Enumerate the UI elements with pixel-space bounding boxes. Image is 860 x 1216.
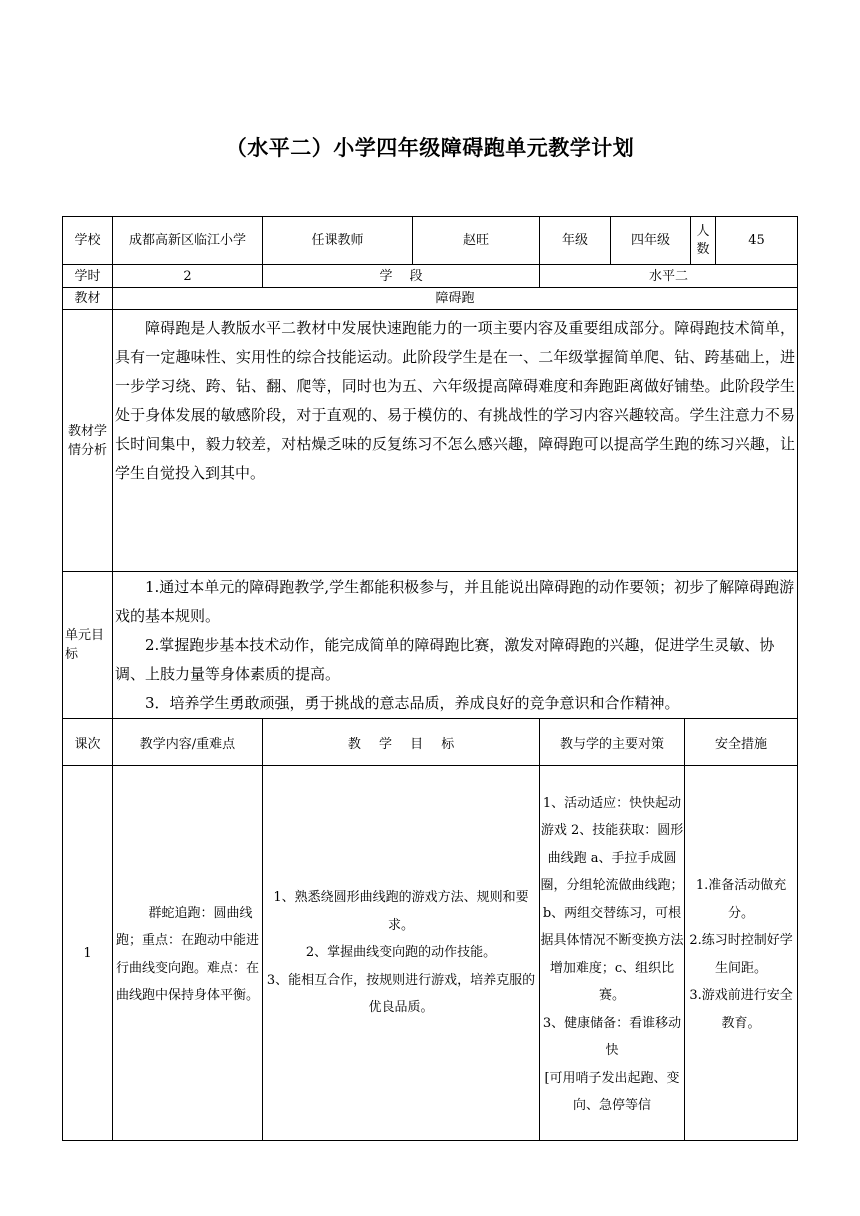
analysis-row [63, 310, 798, 572]
header-content: 教学内容/重难点 [113, 719, 263, 766]
analysis-text: 障碍跑是人教版水平二教材中发展快速跑能力的一项主要内容及重要组成部分。障碍跑技术简单，具有一定趣味性、实用性的综合技能运动。此阶段学生是在一、二年级掌握简单爬、钻、跨基础上，进一步学习绕、跨、钻、翻、爬等，同时也为五、六年级提高障碍难度和奔跑距离做好铺垫。此阶段学生处于身体发展的敏感阶段，对于直观的、易于模仿的、有挑战性的学习内容兴趣较高。学生注意力不易长时间集中，毅力较差，对枯燥乏味的反复练习不怎么感兴趣，障碍跑可以提高学生跑的练习兴趣，让学生自觉投入到其中。 [115, 319, 796, 482]
goals-row [63, 572, 798, 719]
material-value: 障碍跑 [113, 288, 798, 310]
count-value: 45 [716, 217, 798, 265]
school-label: 学校 [63, 217, 113, 265]
lesson-plan-table [62, 216, 798, 1141]
lesson-content: 群蛇追跑：圆曲线跑；重点：在跑动中能进行曲线变向跑。难点：在曲线跑中保持身体平衡。 [115, 905, 259, 1003]
hours-value: 2 [113, 265, 263, 288]
goals-label: 单元目标 [63, 572, 113, 719]
stage-label: 学 段 [263, 265, 540, 288]
count-label: 人数 [691, 217, 716, 265]
safety-item: 1.准备活动做充分。 [695, 878, 787, 921]
material-label: 教材 [63, 288, 113, 310]
strategy-item: [可用哨子发出起跑、变向、急停等信 [544, 1070, 680, 1113]
safety-item: 3.游戏前进行安全教育。 [689, 988, 793, 1031]
strategy-item: 3、健康储备：看谁移动快 [542, 1015, 682, 1058]
teacher-value: 赵旺 [413, 217, 540, 265]
analysis-label: 教材学情分析 [63, 310, 113, 572]
lesson-no: 1 [63, 766, 113, 1141]
goal-item: 2.掌握跑步基本技术动作，能完成简单的障碍跑比赛，激发对障碍跑的兴趣，促进学生灵敏、协调、上肢力量等身体素质的提高。 [115, 636, 775, 683]
info-row-3 [63, 288, 798, 310]
school-value: 成都高新区临江小学 [113, 217, 263, 265]
page-title: （水平二）小学四年级障碍跑单元教学计划 [225, 136, 635, 160]
safety-item: 2.练习时控制好学生间距。 [689, 933, 793, 976]
lesson-row [63, 766, 798, 1141]
header-objective: 教 学 目 标 [263, 719, 540, 766]
objective-item: 1、熟悉绕圆形曲线跑的游戏方法、规则和要求。 [273, 890, 529, 933]
objective-item: 2、掌握曲线变向跑的动作技能。 [305, 945, 497, 961]
grade-value: 四年级 [611, 217, 691, 265]
objective-item: 3、能相互合作，按规则进行游戏，培养克服的优良品质。 [266, 972, 536, 1016]
header-strategy: 教与学的主要对策 [540, 719, 685, 766]
hours-label: 学时 [63, 265, 113, 288]
strategy-item: 1、活动适应：快快起动游戏 2、技能获取：圆形曲线跑 a、手拉手成圆圈，分组轮流做曲线跑；b、两组交替练习，可根据具体情况不断变换方法增加难度；c、组织比赛。 [540, 795, 684, 1003]
info-row-1 [63, 217, 798, 265]
header-no: 课次 [63, 719, 113, 766]
info-row-2 [63, 265, 798, 288]
stage-value: 水平二 [540, 265, 798, 288]
lesson-header-row [63, 719, 798, 766]
goal-item: 1.通过本单元的障碍跑教学,学生都能积极参与，并且能说出障碍跑的动作要领；初步了解障碍跑游戏的基本规则。 [115, 578, 795, 625]
goal-item: 3．培养学生勇敢顽强，勇于挑战的意志品质，养成良好的竞争意识和合作精神。 [145, 694, 680, 712]
teacher-label: 任课教师 [263, 217, 413, 265]
grade-label: 年级 [540, 217, 611, 265]
header-safety: 安全措施 [685, 719, 798, 766]
